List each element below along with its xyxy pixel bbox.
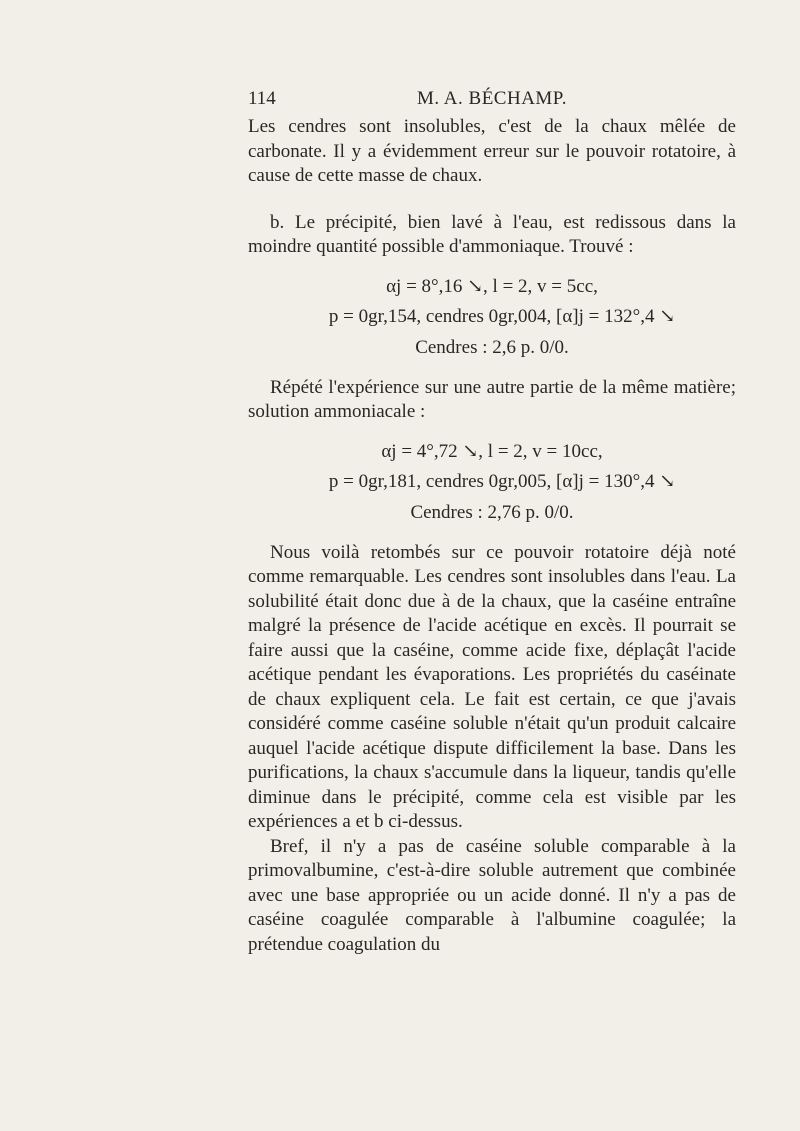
paragraph-precipitate-b: b. Le précipité, bien lavé à l'eau, est redissous dans la moindre quantité possible d'ammoniaque. Trouvé : xyxy=(248,211,736,257)
paragraph-rotatory-power: Nous voilà retombés sur ce pouvoir rotatoire déjà noté comme remarquable. Les cendres sont insolubles dans l'eau. La solubilité était donc due à de la chaux, que la caséine entraîne malgré la présence de l'acide acétique en excès. Il pourrait se faire aussi que la caséine, comme acide fixe, déplaçât l'acide acétique pendant les évaporations. Les propriétés du caséinate de chaux expliquent cela. Le fait est certain, ce que j'avais considéré comme caséine soluble n'était qu'un produit calcaire auquel l'acide acétique dispute difficilement la base. Dans les purifications, la chaux s'accumule dans la liqueur, tandis qu'elle diminue dans le précipité, comme cela est visible par les expériences a et b ci-dessus. xyxy=(248,541,736,832)
paragraph-repeated-experiment: Répété l'expérience sur une autre partie de la même matière; solution ammoniacale : xyxy=(248,376,736,422)
formula-rotation-1: αj = 8°,16 ↘, l = 2, v = 5cc, xyxy=(386,275,598,297)
page-body xyxy=(248,115,736,957)
formula-weight-1: p = 0gr,154, cendres 0gr,004, [α]j = 132°,4 ↘ xyxy=(328,305,676,327)
paragraph-conclusion: Bref, il n'y a pas de caséine soluble comparable à la primovalbumine, c'est-à-dire soluble autrement que combinée avec une base appropriée ou un acide donné. Il n'y a pas de caséine coagulée comparable à l'albumine coagulée; la prétendue coagulation du xyxy=(248,835,736,955)
running-title: M. A. BÉCHAMP. xyxy=(416,88,568,109)
ash-percentage-2: Cendres : 2,76 p. 0/0. xyxy=(410,501,574,523)
formula-rotation-2: αj = 4°,72 ↘, l = 2, v = 10cc, xyxy=(381,440,603,462)
ash-percentage-1: Cendres : 2,6 p. 0/0. xyxy=(415,336,569,358)
formula-weight-2: p = 0gr,181, cendres 0gr,005, [α]j = 130°,4 ↘ xyxy=(328,470,676,492)
running-header xyxy=(248,88,736,112)
page-number: 114 xyxy=(248,88,276,109)
paragraph-ash-insoluble: Les cendres sont insolubles, c'est de la chaux mêlée de carbonate. Il y a évidemment erreur sur le pouvoir rotatoire, à cause de cette masse de chaux. xyxy=(248,116,736,186)
